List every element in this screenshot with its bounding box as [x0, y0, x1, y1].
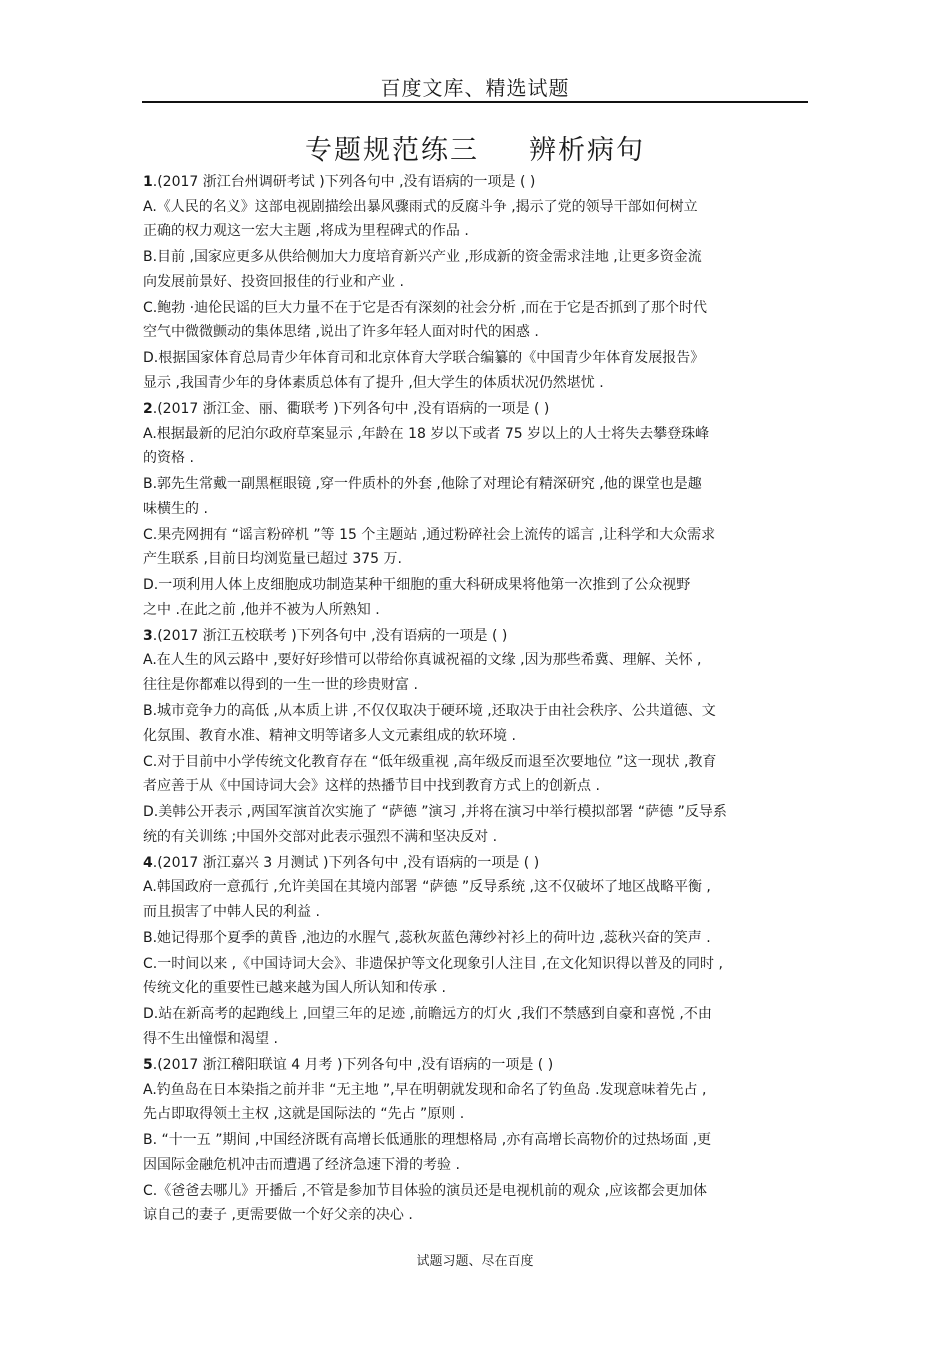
option-line: 空气中微微颤动的集体思绪 ,说出了许多年轻人面对时代的困惑 . [143, 324, 539, 341]
option-line: B.城市竞争力的高低 ,从本质上讲 ,不仅仅取决于硬环境 ,还取决于由社会秩序、公共道德、文 [143, 702, 716, 719]
question-2 [143, 397, 809, 623]
option-d [143, 800, 809, 849]
question-stem [143, 851, 809, 876]
option-line: A.韩国政府一意孤行 ,允许美国在其境内部署 “萨德 ”反导系统 ,这不仅破坏了地区战略平衡 , [143, 879, 711, 896]
option-line: C.对于目前中小学传统文化教育存在 “低年级重视 ,高年级反而退至次要地位 ”这一现状 ,教育 [143, 753, 717, 770]
option-line: B. “十一五 ”期间 ,中国经济既有高增长低通胀的理想格局 ,亦有高增长高物价的过热场面 ,更 [143, 1132, 712, 1149]
option-line: 先占即取得领土主权 ,这就是国际法的 “先占 ”原则 . [143, 1106, 465, 1123]
option-line: 化氛围、教育水准、精神文明等诸多人文元素组成的软环境 . [143, 727, 516, 744]
option-line: 产生联系 ,目前日均浏览量已超过 375 万. [143, 551, 402, 568]
option-line: C.《爸爸去哪儿》开播后 ,不管是参加节目体验的演员还是电视机前的观众 ,应该都会更加体 [143, 1182, 708, 1199]
question-3 [143, 624, 809, 850]
option-b [143, 472, 809, 521]
option-line: C.一时间以来 ,《中国诗词大会》、非遗保护等文化现象引人注目 ,在文化知识得以普及的同时 , [143, 955, 723, 972]
option-line: A.在人生的风云路中 ,要好好珍惜可以带给你真诚祝福的文缘 ,因为那些希冀、理解、关怀 , [143, 652, 702, 669]
question-number: 3 [143, 627, 153, 644]
option-a [143, 422, 809, 471]
option-line: 显示 ,我国青少年的身体素质总体有了提升 ,但大学生的体质状况仍然堪忧 . [143, 374, 604, 391]
option-a [143, 648, 809, 697]
option-line: D.根据国家体育总局青少年体育司和北京体育大学联合编纂的《中国青少年体育发展报告》 [143, 350, 705, 367]
option-c [143, 750, 809, 799]
question-stem [143, 1053, 809, 1078]
title-left: 专题规范练三 [305, 135, 479, 166]
option-line: 的资格 . [143, 450, 194, 467]
option-line: A.《人民的名义》这部电视剧描绘出暴风骤雨式的反腐斗争 ,揭示了党的领导干部如何树立 [143, 198, 698, 215]
question-stem-text: .(2017 浙江嘉兴 3 月测试 )下列各句中 ,没有语病的一项是 ( ) [152, 854, 540, 871]
option-d [143, 346, 809, 395]
option-c [143, 1179, 809, 1228]
option-line: B.目前 ,国家应更多从供给侧加大力度培育新兴产业 ,形成新的资金需求洼地 ,让更多资金流 [143, 249, 702, 266]
question-stem-text: .(2017 浙江五校联考 )下列各句中 ,没有语病的一项是 ( ) [152, 627, 508, 644]
question-stem [143, 170, 809, 195]
question-4 [143, 851, 809, 1052]
page-header: 百度文库、精选试题 [380, 76, 570, 100]
option-line: 因国际金融危机冲击而遭遇了经济急速下滑的考验 . [143, 1156, 460, 1173]
question-stem-text: .(2017 浙江金、丽、衢联考 )下列各句中 ,没有语病的一项是 ( ) [152, 400, 550, 417]
option-c [143, 952, 809, 1001]
option-c [143, 296, 809, 345]
option-line: B.她记得那个夏季的黄昏 ,池边的水腥气 ,蕊秋灰蓝色薄纱衬衫上的荷叶边 ,蕊秋兴奋的笑声 . [143, 929, 711, 946]
option-line: 之中 .在此之前 ,他并不被为人所熟知 . [143, 601, 380, 618]
option-line: 传统文化的重要性已越来越为国人所认知和传承 . [143, 980, 446, 997]
question-stem [143, 397, 809, 422]
question-stem [143, 624, 809, 649]
option-line: D.美韩公开表示 ,两国军演首次实施了 “萨德 ”演习 ,并将在演习中举行模拟部署 “萨德 ”反导系 [143, 804, 727, 821]
option-line: A.钓鱼岛在日本染指之前并非 “无主地 ”,早在明朝就发现和命名了钓鱼岛 .发现意味着先占 , [143, 1081, 707, 1098]
option-line: 得不生出憧憬和渴望 . [143, 1031, 278, 1048]
option-b [143, 926, 809, 951]
question-list [143, 170, 809, 1229]
option-line: D.一项利用人体上皮细胞成功制造某种干细胞的重大科研成果将他第一次推到了公众视野 [143, 577, 691, 594]
question-number: 1 [143, 174, 153, 190]
page-title [0, 128, 950, 167]
option-line: 者应善于从《中国诗词大会》这样的热播节目中找到教育方式上的创新点 . [143, 778, 600, 795]
question-1 [143, 170, 809, 396]
option-line: 谅自己的妻子 ,更需要做一个好父亲的决心 . [143, 1207, 413, 1224]
option-a [143, 875, 809, 924]
option-b [143, 245, 809, 294]
question-stem-text: .(2017 浙江台州调研考试 )下列各句中 ,没有语病的一项是 ( ) [152, 174, 536, 190]
option-d [143, 573, 809, 622]
option-c [143, 523, 809, 572]
question-number: 5 [143, 1057, 153, 1074]
option-line: 正确的权力观这一宏大主题 ,将成为里程碑式的作品 . [143, 223, 469, 240]
option-line: 往往是你都难以得到的一生一世的珍贵财富 . [143, 677, 418, 693]
header-rule [142, 101, 808, 103]
question-stem-text: .(2017 浙江稽阳联谊 4 月考 )下列各句中 ,没有语病的一项是 ( ) [152, 1057, 554, 1074]
question-number: 4 [143, 854, 153, 871]
option-line: 向发展前景好、投资回报佳的行业和产业 . [143, 273, 404, 290]
option-line: 统的有关训练 ;中国外交部对此表示强烈不满和坚决反对 . [143, 828, 498, 845]
option-b [143, 1128, 809, 1177]
option-b [143, 699, 809, 748]
option-line: 而且损害了中韩人民的利益 . [143, 903, 320, 920]
option-d [143, 1002, 809, 1051]
question-number: 2 [143, 400, 153, 417]
option-line: C.果壳网拥有 “谣言粉碎机 ”等 15 个主题站 ,通过粉碎社会上流传的谣言 ,让科学和大众需求 [143, 526, 716, 543]
option-line: C.鲍勃 ·迪伦民谣的巨大力量不在于它是否有深刻的社会分析 ,而在于它是否抓到了那个时代 [143, 299, 708, 316]
title-right: 辨析病句 [529, 135, 645, 166]
option-a [143, 195, 809, 244]
option-line: A.根据最新的尼泊尔政府草案显示 ,年龄在 18 岁以下或者 75 岁以上的人士将失去攀登珠峰 [143, 425, 710, 442]
option-line: 味横生的 . [143, 500, 208, 517]
page-footer: 试题习题、尽在百度 [416, 1254, 534, 1269]
option-a [143, 1078, 809, 1127]
option-line: D.站在新高考的起跑线上 ,回望三年的足迹 ,前瞻远方的灯火 ,我们不禁感到自豪和喜悦 ,不由 [143, 1006, 712, 1023]
option-line: B.郭先生常戴一副黑框眼镜 ,穿一件质朴的外套 ,他除了对理论有精深研究 ,他的课堂也是趣 [143, 476, 702, 493]
question-5 [143, 1053, 809, 1228]
